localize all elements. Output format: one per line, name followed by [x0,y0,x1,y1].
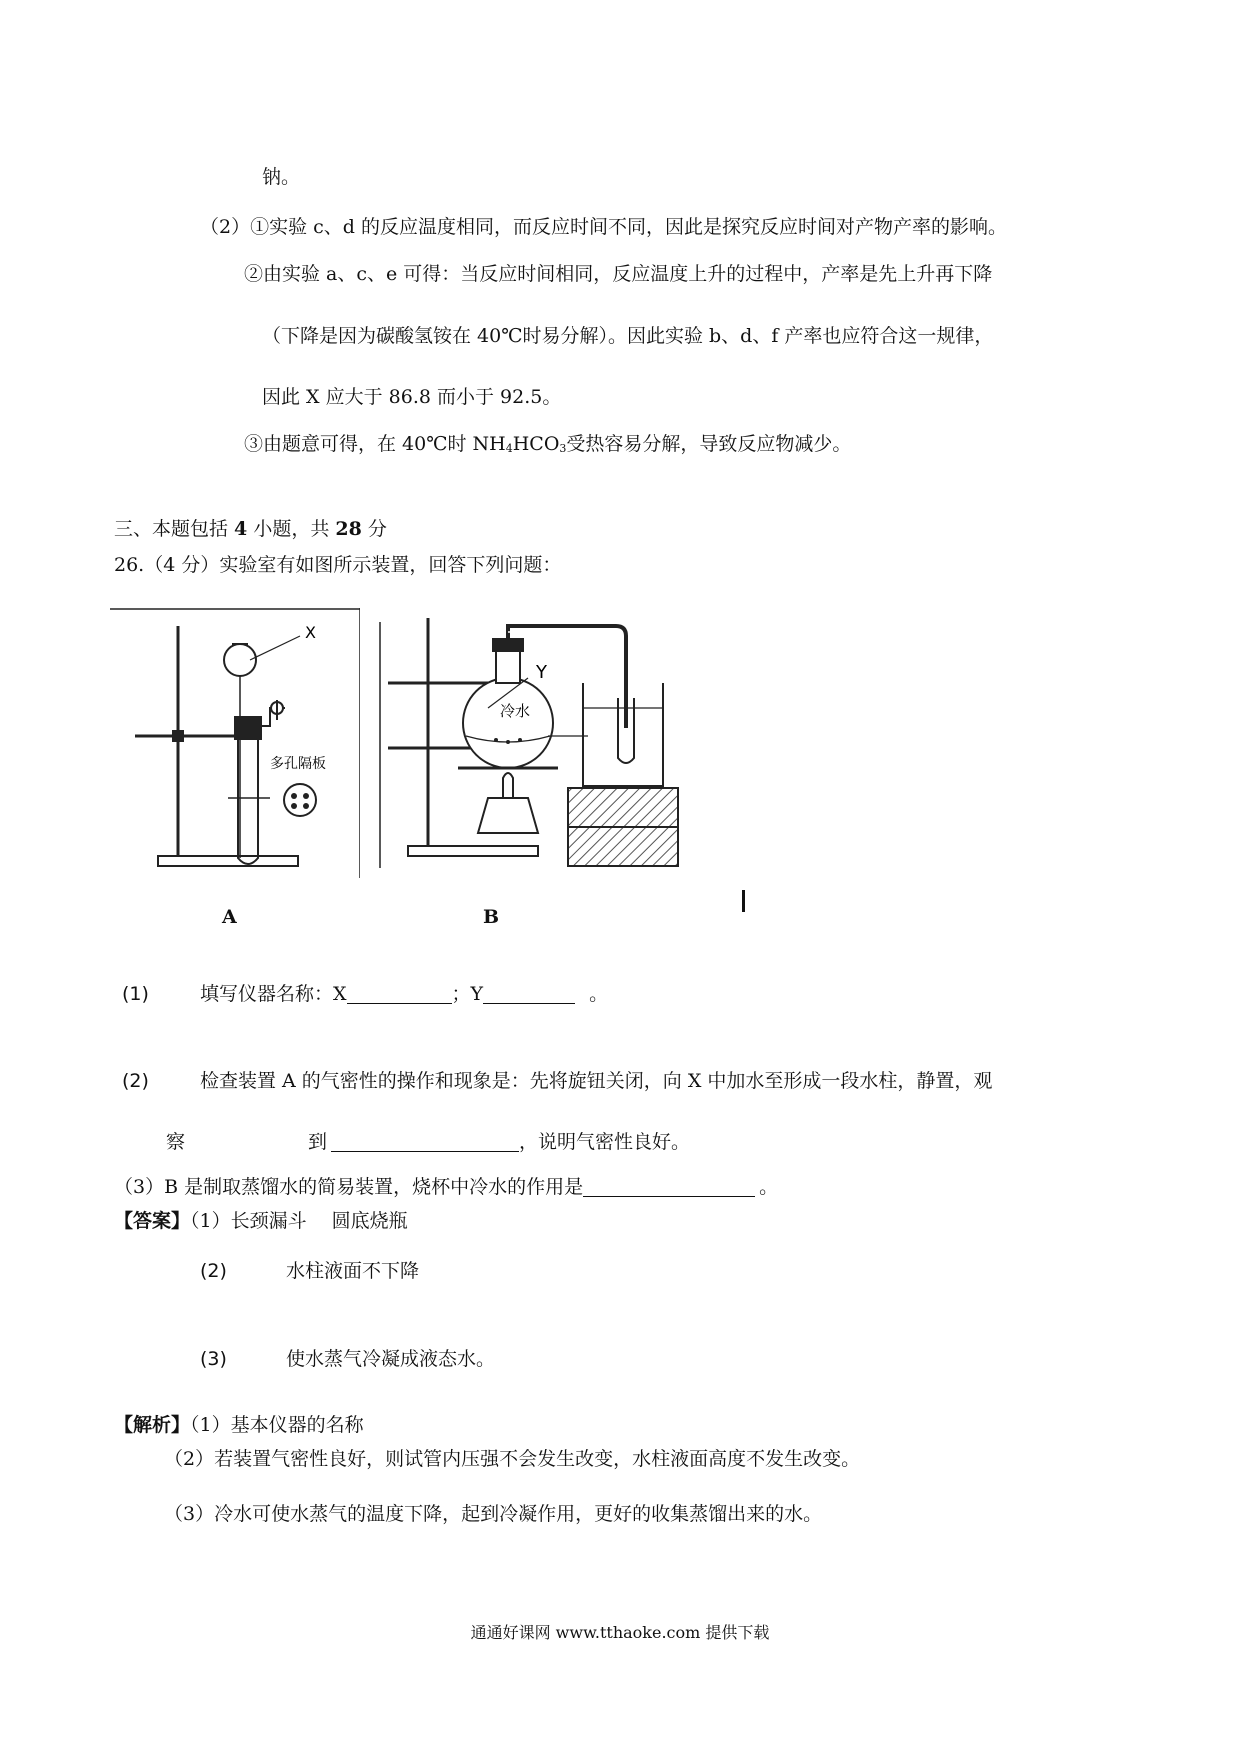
analysis-line2: （2）若装置气密性良好，则试管内压强不会发生改变，水柱液面高度不发生改变。 [164,1448,861,1470]
cold-water-role-blank[interactable] [583,1178,755,1197]
x-mark: X [305,623,316,642]
answer-3-text: 使水蒸气冷凝成液态水。 [286,1348,496,1370]
q2-line: 检查装置 A 的气密性的操作和现象是：先将旋钮关闭，向 X 中加水至形成一段水柱，静置，观 [200,1070,993,1092]
cold-water-label: 冷水 [500,702,531,720]
analysis-q2-line1: （2）①实验 c、d 的反应温度相同，而反应时间不同，因此是探究反应时间对产物产率的影响。 [200,216,1007,238]
figure-a-label: A [222,906,237,928]
analysis-line-sodium: 钠。 [262,166,301,188]
q1-number: (1) [122,983,149,1005]
answer-line1: 【答案】（1）长颈漏斗 圆底烧瓶 [114,1210,408,1232]
question-26-stem: 26.（4 分）实验室有如图所示装置，回答下列问题： [114,554,562,576]
apparatus-a-figure [110,608,360,878]
section-heading: 三、本题包括 4 小题，共 28 分 [114,518,387,540]
answer-3-number: (3) [200,1348,227,1370]
analysis-q2-line5: ③由题意可得，在 40℃时 $NH_4HCO_3$受热容易分解，导致反应物减少。 [244,433,852,455]
q1-line: 填写仪器名称：X ；Y 。 [200,983,609,1005]
analysis-q2-line4: 因此 X 应大于 86.8 而小于 92.5。 [262,386,562,408]
analysis-line3: （3）冷水可使水蒸气的温度下降，起到冷凝作用，更好的收集蒸馏出来的水。 [164,1503,823,1525]
figure-b-label: B [483,906,500,928]
q2-cont-a: 察 [166,1131,186,1153]
y-mark: Y [536,662,547,683]
q2-number: (2) [122,1070,149,1092]
phenomenon-blank[interactable] [331,1133,519,1152]
answer-2-text: 水柱液面不下降 [286,1260,420,1282]
analysis-q2-line2: ②由实验 a、c、e 可得：当反应时间相同，反应温度上升的过程中，产率是先上升再下降 [244,263,993,285]
apparatus-b-figure [378,608,718,878]
x-name-blank[interactable] [347,985,452,1004]
analysis-line1: 【解析】（1）基本仪器的名称 [114,1414,364,1436]
answer-2-number: (2) [200,1260,227,1282]
porous-plate-label: 多孔隔板 [270,756,326,772]
y-name-blank[interactable] [483,985,575,1004]
q2-cont-line: 到 ，说明气密性良好。 [308,1131,691,1153]
q3-line: （3）B 是制取蒸馏水的简易装置，烧杯中冷水的作用是 。 [114,1176,779,1198]
analysis-q2-line3: （下降是因为碳酸氢铵在 40℃时易分解）。因此实验 b、d、f 产率也应符合这一规律， [262,325,994,347]
footer-source: 通通好课网 www.tthaoke.com 提供下载 [470,1623,770,1642]
text-cursor [742,890,745,912]
